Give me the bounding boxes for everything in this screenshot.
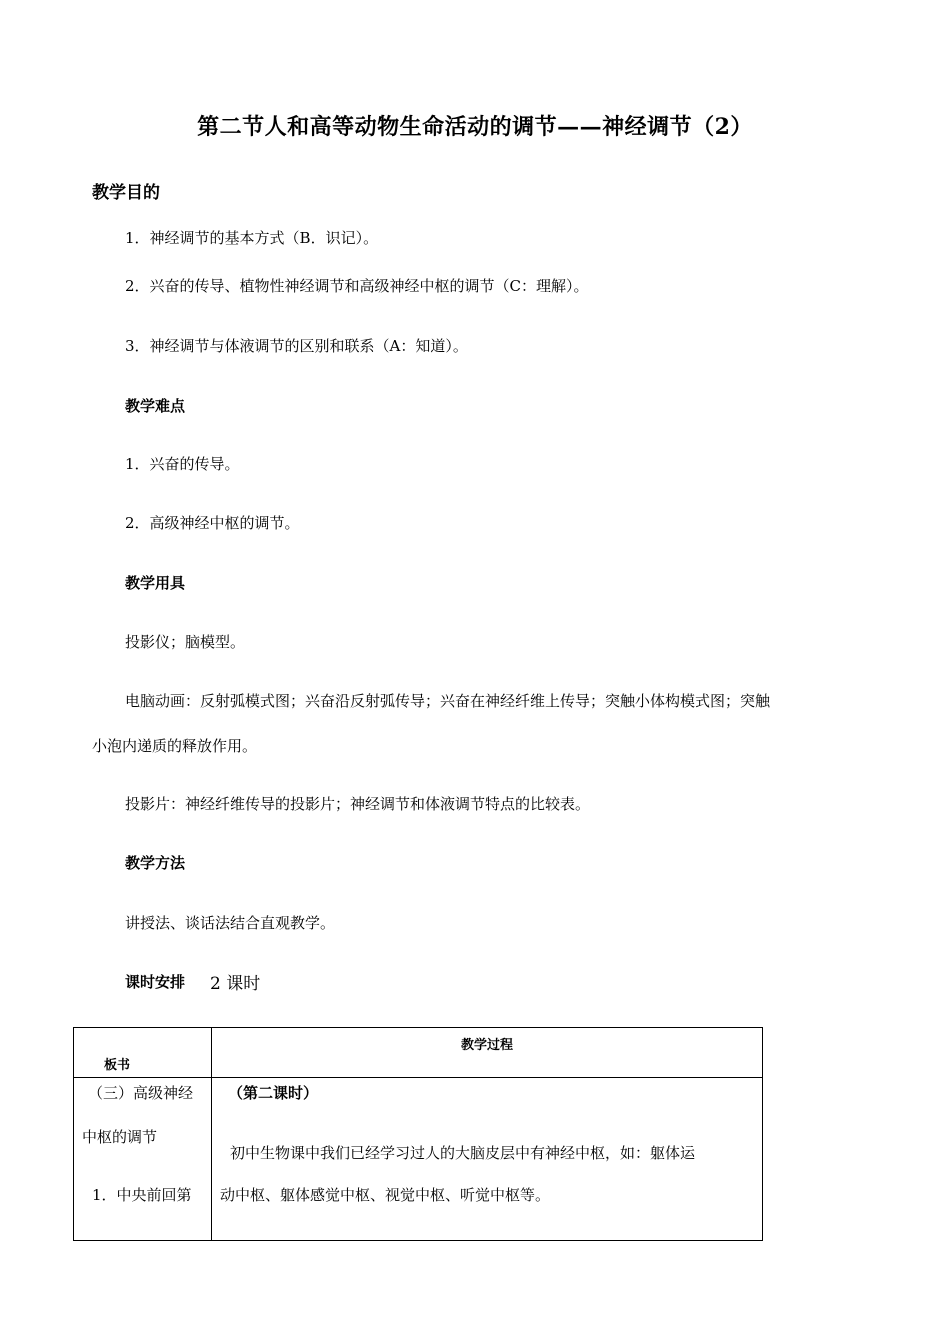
difficulty-item: 1．兴奋的传导。 [125, 455, 240, 473]
process-line: 初中生物课中我们已经学习过人的大脑皮层中有神经中枢，如：躯体运 [230, 1144, 696, 1162]
table-header-left [74, 1028, 212, 1078]
board-header: 板书 [104, 1058, 131, 1073]
methods-heading: 教学方法 [125, 854, 186, 872]
lesson-plan-table [73, 1027, 763, 1241]
process-line: 动中枢、躯体感觉中枢、视觉中枢、听觉中枢等。 [220, 1186, 551, 1204]
tools-line: 投影片：神经纤维传导的投影片；神经调节和体液调节特点的比较表。 [125, 795, 591, 813]
board-line: （三）高级神经 [88, 1084, 194, 1102]
tools-heading: 教学用具 [125, 574, 186, 592]
board-line: 中枢的调节 [82, 1128, 158, 1146]
tools-line: 小泡内递质的释放作用。 [92, 737, 258, 755]
methods-text: 讲授法、谈话法结合直观教学。 [125, 914, 336, 932]
tools-line: 投影仪；脑模型。 [125, 633, 246, 651]
process-cell [212, 1078, 763, 1241]
difficulty-item: 2．高级神经中枢的调节。 [125, 514, 300, 532]
objective-item: 2．兴奋的传导、植物性神经调节和高级神经中枢的调节（C：理解）。 [125, 277, 589, 295]
board-cell [74, 1078, 212, 1241]
objectives-heading: 教学目的 [92, 183, 160, 203]
table-header-right [212, 1028, 763, 1078]
schedule-heading: 课时安排 [125, 973, 186, 991]
difficulties-heading: 教学难点 [125, 397, 186, 415]
board-line: 1．中央前回第 [92, 1186, 192, 1204]
objective-item: 3．神经调节与体液调节的区别和联系（A：知道）。 [125, 337, 468, 355]
objective-item: 1．神经调节的基本方式（B．识记）。 [125, 229, 379, 247]
tools-line: 电脑动画：反射弧模式图；兴奋沿反射弧传导；兴奋在神经纤维上传导；突触小体构模式图；突触 [125, 692, 771, 710]
session-label: （第二课时） [228, 1084, 319, 1102]
schedule-value: 2 课时 [210, 974, 261, 994]
document-title: 第二节人和高等动物生命活动的调节——神经调节（2） [197, 114, 753, 140]
process-header: 教学过程 [460, 1038, 513, 1053]
